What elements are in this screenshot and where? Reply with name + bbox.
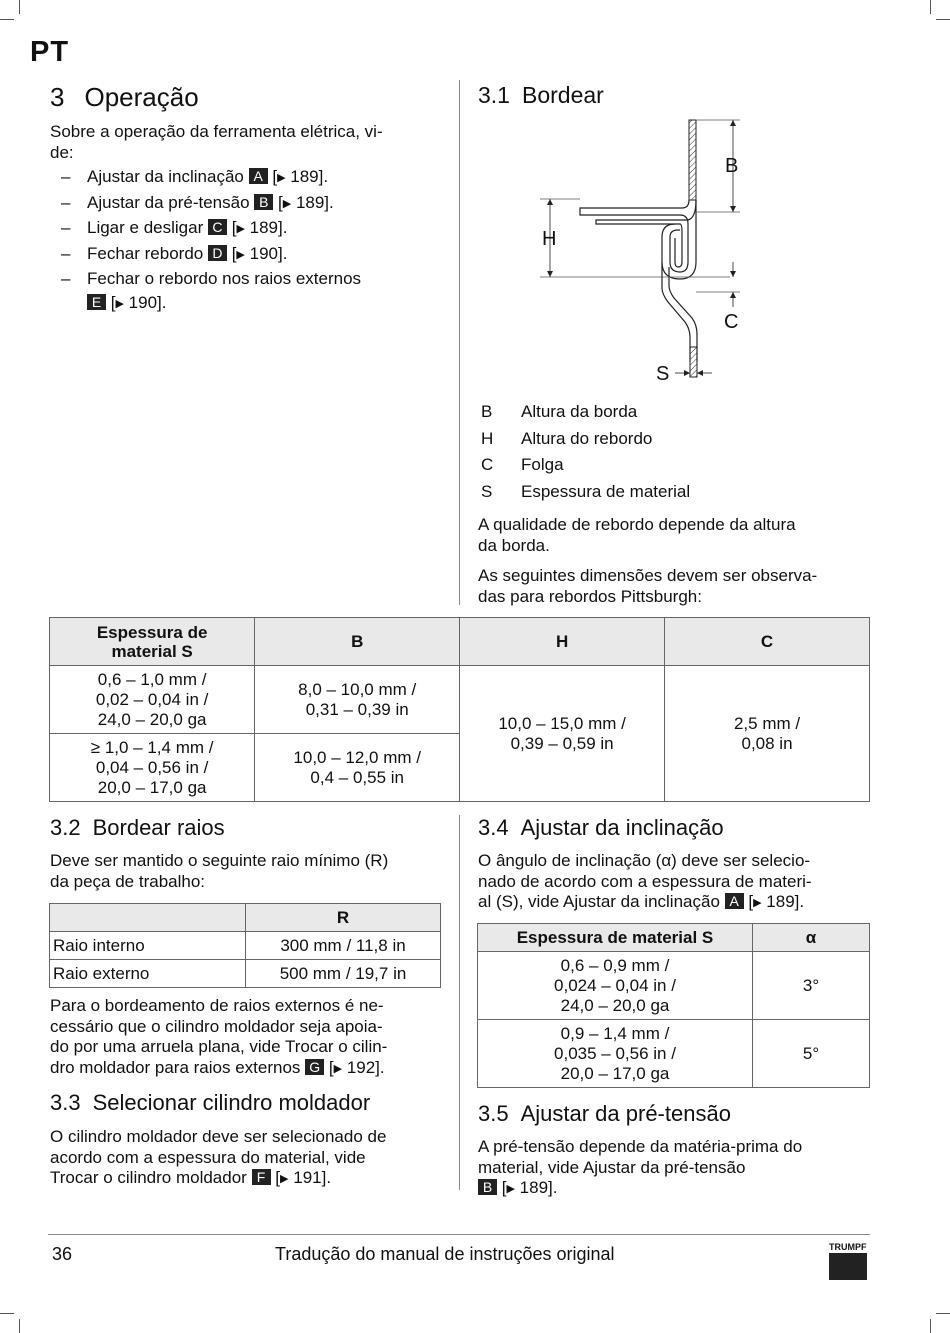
cell-line: 20,0 – 17,0 ga xyxy=(560,1063,670,1083)
table-cell: Raio externo xyxy=(50,960,246,988)
table-header: H xyxy=(460,618,665,666)
list-item: – Ligar e desligar C [▶ 189]. xyxy=(61,218,288,237)
table-cell: 300 mm / 11,8 in xyxy=(246,932,441,960)
section-number: 3.3 xyxy=(50,1090,81,1115)
page-reference-link[interactable]: 190]. xyxy=(249,243,288,263)
section-3-5-heading xyxy=(478,1101,731,1127)
text-line: da borda. xyxy=(478,535,550,555)
header-line: material S xyxy=(111,641,193,661)
legend-row xyxy=(481,452,690,479)
table-cell xyxy=(665,666,870,802)
cell-line: 8,0 – 10,0 mm / xyxy=(298,679,417,699)
text-line: O cilindro moldador deve ser selecionado de xyxy=(50,1127,387,1146)
cell-line: 0,08 in xyxy=(741,733,793,753)
section-number: 3.1 xyxy=(478,82,510,108)
text-line: dro moldador para raios externos xyxy=(50,1057,301,1077)
section-3-1-heading xyxy=(478,82,604,109)
section-3-2-heading xyxy=(50,815,225,841)
text-line: Deve ser mantido o seguinte raio mínimo (R) xyxy=(50,851,389,870)
legend-row xyxy=(481,479,690,506)
text-line: A pré-tensão depende da matéria-prima do xyxy=(478,1137,803,1156)
list-item-text: Fechar rebordo xyxy=(87,243,204,263)
table-row xyxy=(478,1020,870,1088)
text-line: A qualidade de rebordo depende da altura xyxy=(478,515,796,534)
list-item: – Fechar rebordo D [▶ 190]. xyxy=(61,243,288,263)
cell-line: 0,4 – 0,55 in xyxy=(310,767,404,787)
legend-key: H xyxy=(481,428,494,448)
legend-key: S xyxy=(481,481,493,501)
pittsburgh-seam-diagram xyxy=(530,112,750,387)
seam-profile xyxy=(596,200,696,267)
text-line: do por uma arruela plana, vide Trocar o cilin- xyxy=(50,1037,388,1056)
table-cell xyxy=(50,666,255,734)
column-divider xyxy=(459,815,460,1190)
cell-line: 0,6 – 1,0 mm / xyxy=(97,669,207,689)
cell-line: 0,02 – 0,04 in / xyxy=(95,689,209,709)
crop-mark xyxy=(930,1319,931,1333)
text-line: acordo com a espessura do material, vide xyxy=(50,1147,366,1167)
section-3-intro xyxy=(50,122,450,163)
section-3-4-heading xyxy=(478,815,724,841)
section-title: Ajustar da pré-tensão xyxy=(520,1101,731,1126)
list-item: – Fechar o rebordo nos raios externos E [▶ 190]. xyxy=(61,269,362,312)
list-item-text: Ajustar da inclinação xyxy=(87,167,244,186)
select-roller-paragraph: O cilindro moldador deve ser selecionado de acordo com a espessura do material, vide Trocar o cilindro moldador F [▶ 191]. xyxy=(50,1127,450,1190)
link-triangle-icon: ▶ xyxy=(236,223,245,235)
list-item-text: Fechar o rebordo nos raios externos xyxy=(87,269,362,288)
table-cell xyxy=(50,734,255,802)
language-code: PT xyxy=(30,36,70,68)
page-reference-link[interactable]: 189]. xyxy=(249,218,288,237)
key-badge: G xyxy=(305,1059,324,1075)
key-badge: C xyxy=(208,219,227,235)
link-triangle-icon: ▶ xyxy=(333,1062,343,1075)
page-reference-link[interactable]: 189]. xyxy=(295,192,334,212)
section-title: Bordear raios xyxy=(92,815,225,840)
table-row xyxy=(50,666,870,734)
cell-line: 2,5 mm / xyxy=(733,713,801,733)
table-cell xyxy=(478,952,753,1020)
list-item: – Ajustar da pré-tensão B [▶ 189]. xyxy=(61,192,334,212)
link-triangle-icon: ▶ xyxy=(282,197,292,210)
column-divider xyxy=(459,80,460,605)
section-title: Ajustar da inclinação xyxy=(520,815,724,840)
section-number: 3.2 xyxy=(50,815,81,840)
table-row xyxy=(50,960,441,988)
text-line: Para o bordeamento de raios externos é ne- xyxy=(50,996,384,1015)
table-header: Espessura de material S xyxy=(478,924,753,952)
legend-text: Altura do rebordo xyxy=(521,428,653,448)
flange-strip xyxy=(689,120,696,200)
radius-table xyxy=(49,903,441,988)
legend-row xyxy=(481,426,690,453)
list-item-text: Ajustar da pré-tensão xyxy=(87,192,250,212)
dimensions-paragraph xyxy=(478,566,878,607)
crop-mark xyxy=(19,0,20,14)
legend-text: Altura da borda xyxy=(521,402,638,421)
crop-mark xyxy=(19,1319,20,1333)
table-cell xyxy=(255,666,460,734)
table-cell xyxy=(255,734,460,802)
key-badge: B xyxy=(478,1179,497,1195)
text-line: O ângulo de inclinação (α) deve ser selecio- xyxy=(478,851,811,870)
table-row xyxy=(478,952,870,1020)
page-reference-link[interactable]: 189]. xyxy=(519,1178,558,1197)
cell-line: 0,39 – 0,59 in xyxy=(510,733,614,753)
text-line: das para rebordos Pittsburgh: xyxy=(478,586,702,606)
section-number: 3.5 xyxy=(478,1101,509,1126)
cell-line: ≥ 1,0 – 1,4 mm / xyxy=(90,737,214,757)
link-triangle-icon: ▶ xyxy=(280,1173,289,1185)
flange-quality-paragraph xyxy=(478,515,878,556)
legend-text: Espessura de material xyxy=(521,481,691,501)
brand-logo-icon xyxy=(829,1253,867,1280)
crop-mark xyxy=(0,1313,14,1314)
link-triangle-icon: ▶ xyxy=(506,1183,515,1195)
legend-text: Folga xyxy=(521,455,564,474)
table-header: R xyxy=(246,904,441,932)
material-end xyxy=(690,347,697,377)
cell-line: 24,0 – 20,0 ga xyxy=(97,709,207,729)
table-cell: 5° xyxy=(753,1020,870,1088)
table-cell xyxy=(460,666,665,802)
cell-line: 0,04 – 0,56 in / xyxy=(95,757,209,777)
table-header: α xyxy=(753,924,870,952)
link-triangle-icon: ▶ xyxy=(115,297,124,310)
page-reference-link[interactable]: 192]. xyxy=(346,1057,385,1077)
page-reference-link[interactable]: 189]. xyxy=(290,167,329,186)
page-number: 36 xyxy=(52,1244,73,1264)
cell-line: 24,0 – 20,0 ga xyxy=(560,995,670,1015)
radius-intro xyxy=(50,851,450,892)
cell-line: 0,035 – 0,56 in / xyxy=(554,1043,676,1063)
key-badge: E xyxy=(87,294,106,310)
table-cell: 500 mm / 19,7 in xyxy=(246,960,441,988)
page-reference-link[interactable]: 190]. xyxy=(128,292,167,312)
brand-logo-text: TRUMPF xyxy=(829,1242,867,1252)
text-line: Trocar o cilindro moldador xyxy=(50,1168,247,1187)
page-reference-link[interactable]: 189]. xyxy=(766,892,805,911)
table-header xyxy=(50,904,246,932)
external-radius-paragraph: Para o bordeamento de raios externos é ne- cessário que o cilindro moldador seja apoia- do por uma arruela plana, vide Trocar o cilin- dro moldador para raios externos G [▶ 192]. xyxy=(50,996,450,1079)
operation-list xyxy=(50,165,450,316)
section-title: Operação xyxy=(84,82,199,112)
section-title: Selecionar cilindro moldador xyxy=(92,1090,371,1115)
cell-line: 20,0 – 17,0 ga xyxy=(97,777,207,797)
dimension-label-B: B xyxy=(725,155,739,177)
footer-text: Tradução do manual de instruções original xyxy=(275,1244,615,1264)
dimension-label-C: C xyxy=(724,311,739,333)
section-number: 3 xyxy=(50,82,65,112)
section-3-heading xyxy=(50,82,199,113)
text-line: Sobre a operação da ferramenta elétrica, vi- xyxy=(50,122,383,141)
legend-key: B xyxy=(481,402,493,421)
section-number: 3.4 xyxy=(478,815,509,840)
text-line: material, vide Ajustar da pré-tensão xyxy=(478,1157,746,1177)
table-cell: Raio interno xyxy=(50,932,246,960)
dimension-label-H: H xyxy=(542,228,557,250)
section-3-3-heading xyxy=(50,1090,370,1116)
legend-key: C xyxy=(481,455,494,474)
text-line: nado de acordo com a espessura de materi- xyxy=(478,871,812,891)
list-item-text: Ligar e desligar xyxy=(87,218,204,237)
crop-mark xyxy=(0,19,14,20)
cell-line: 0,024 – 0,04 in / xyxy=(554,975,676,995)
text-line: da peça de trabalho: xyxy=(50,871,206,891)
table-cell: 3° xyxy=(753,952,870,1020)
text-line: cessário que o cilindro moldador seja apoia- xyxy=(50,1016,383,1036)
link-triangle-icon: ▶ xyxy=(753,897,762,909)
dimension-label-S: S xyxy=(656,363,670,385)
page-reference-link[interactable]: 191]. xyxy=(293,1168,332,1187)
crop-mark xyxy=(930,0,931,14)
diagram-legend xyxy=(481,399,690,505)
crop-mark xyxy=(936,1313,950,1314)
cell-line: 10,0 – 15,0 mm / xyxy=(498,713,626,733)
table-row xyxy=(50,932,441,960)
cell-line: 10,0 – 12,0 mm / xyxy=(293,747,421,767)
crop-mark xyxy=(936,19,950,20)
cell-line: 0,9 – 1,4 mm / xyxy=(560,1023,670,1043)
key-badge: A xyxy=(249,168,268,184)
pretension-paragraph: A pré-tensão depende da matéria-prima do material, vide Ajustar da pré-tensão B [▶ 189]. xyxy=(478,1137,878,1200)
key-badge: D xyxy=(208,245,227,261)
table-header xyxy=(50,618,255,666)
table-header: C xyxy=(665,618,870,666)
table-header: B xyxy=(255,618,460,666)
seam-profile xyxy=(580,200,689,272)
section-title: Bordear xyxy=(521,82,604,108)
text-line: al (S), vide Ajustar da inclinação xyxy=(478,892,720,911)
key-badge: F xyxy=(252,1169,271,1185)
inclination-paragraph: O ângulo de inclinação (α) deve ser selecio- nado de acordo com a espessura de materi- al (S), vide Ajustar da inclinação A [▶ 189]. xyxy=(478,851,878,914)
table-cell xyxy=(478,1020,753,1088)
inclination-table xyxy=(477,923,870,1088)
cell-line: 0,6 – 0,9 mm / xyxy=(560,955,670,975)
key-badge: A xyxy=(725,893,744,909)
legend-row xyxy=(481,399,690,426)
list-item: – Ajustar da inclinação A [▶ 189]. xyxy=(61,167,329,186)
cell-line: 0,31 – 0,39 in xyxy=(305,699,409,719)
footer-divider xyxy=(48,1234,870,1235)
link-triangle-icon: ▶ xyxy=(236,248,245,261)
text-line: de: xyxy=(50,142,74,162)
link-triangle-icon: ▶ xyxy=(277,172,286,184)
header-line: Espessura de xyxy=(96,622,208,642)
key-badge: B xyxy=(254,194,273,210)
flange-dimensions-table xyxy=(49,617,870,802)
text-line: As seguintes dimensões devem ser observa- xyxy=(478,566,818,585)
